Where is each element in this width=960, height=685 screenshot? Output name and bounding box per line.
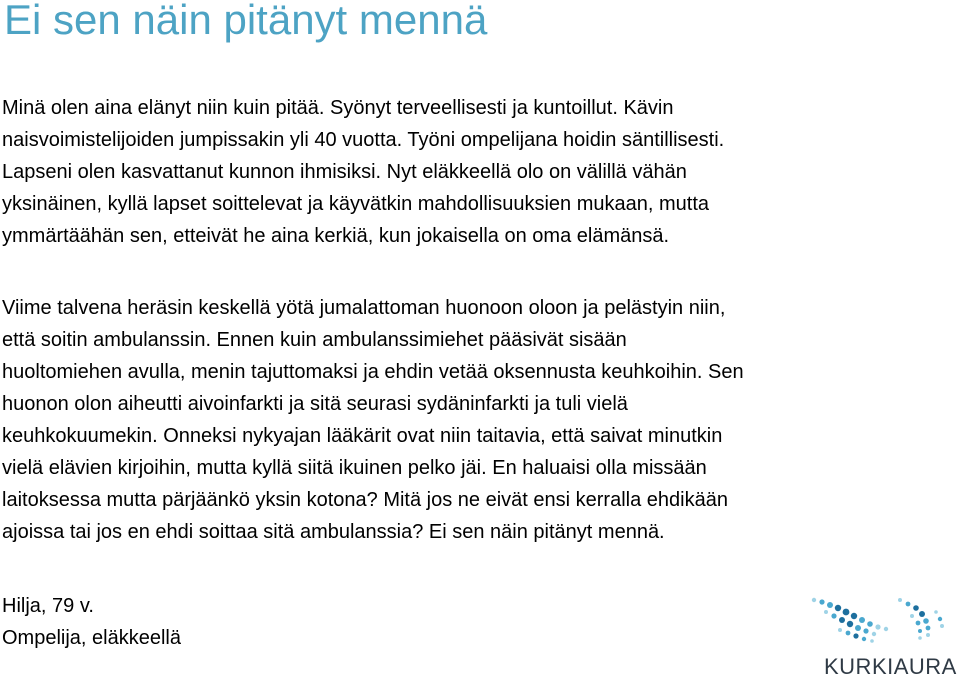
paragraph-line: Lapseni olen kasvattanut kunnon ihmisiksi. Nyt eläkkeellä olo on välillä vähän [2, 161, 687, 183]
logo-dot [853, 633, 858, 638]
logo-dot [910, 614, 914, 618]
logo-dot [827, 602, 833, 608]
paragraph-line: yksinäinen, kyllä lapset soittelevat ja käyvätkin mahdollisuuksien mukaan, mutta [2, 193, 710, 215]
logo-wordmark [824, 655, 957, 679]
paragraph-line: vielä elävien kirjoihin, mutta kyllä siitä ikuinen pelko jäi. En haluaisi olla missään [2, 457, 707, 479]
paragraph-line: naisvoimistelijoiden jumpissakin yli 40 vuotta. Työni ompelijana hoidin säntillisesti. [2, 129, 725, 151]
logo-dot [938, 617, 942, 621]
logo-text: KURKIAURA [824, 654, 957, 679]
logo-dot [855, 625, 861, 631]
paragraph-line: huoltomiehen avulla, menin tajuttomaksi ja ehdin vetää oksennusta keuhkoihin. Sen [2, 361, 744, 383]
logo-dot [870, 639, 874, 643]
logo-dot [906, 602, 911, 607]
logo-dot [824, 610, 828, 614]
paragraph-line: Viime talvena heräsin keskellä yötä jumalattoman huonoon oloon ja pelästyin niin, [2, 297, 726, 319]
signature-block [2, 590, 181, 654]
paragraph-line: ymmärtäähän sen, etteivät he aina kerkiä, kun jokaisella on oma elämänsä. [2, 225, 670, 247]
signature-name: Hilja, 79 v. [2, 595, 94, 617]
logo-dot [898, 598, 902, 602]
logo-dot [934, 610, 938, 614]
logo-dot [919, 611, 925, 617]
paragraph-line: ajoissa tai jos en ehdi soittaa sitä ambulanssia? Ei sen näin pitänyt mennä. [2, 521, 665, 543]
paragraph-line: keuhkokuumekin. Onneksi nykyajan lääkärit ovat niin taitavia, että saivat minutkin [2, 425, 723, 447]
paragraph-line: Minä olen aina elänyt niin kuin pitää. Syönyt terveellisesti ja kuntoillut. Kävin [2, 97, 674, 119]
logo-dot [843, 609, 850, 616]
logo-dot [838, 628, 842, 632]
logo-dot [916, 621, 921, 626]
story-paragraph-2 [2, 292, 744, 548]
logo-dot [940, 624, 944, 628]
logo-dot [913, 605, 919, 611]
logo-dot [863, 628, 868, 633]
page-title: Ei sen näin pitänyt mennä [4, 0, 488, 43]
logo-dot [875, 624, 880, 629]
logo-dot [926, 626, 931, 631]
logo-dot [859, 617, 865, 623]
story-paragraph-1 [2, 92, 724, 252]
logo-dot [923, 618, 929, 624]
logo-dot [831, 613, 836, 618]
logo-dot [872, 632, 876, 636]
logo-dot [835, 605, 841, 611]
logo-dot [862, 637, 866, 641]
signature-role: Ompelija, eläkkeellä [2, 627, 181, 649]
logo-dot [918, 629, 922, 633]
paragraph-line: laitoksessa mutta pärjäänkö yksin kotona? Mitä jos ne eivät ensi kerralla ehdikään [2, 489, 728, 511]
logo-dot [918, 636, 922, 640]
paragraph-line: huonon olon aiheutti aivoinfarkti ja sitä seurasi sydäninfarkti ja tuli vielä [2, 393, 628, 415]
logo-dot [884, 627, 888, 631]
logo-dot [867, 621, 873, 627]
kurkiaura-logo [800, 592, 958, 682]
logo-dot [812, 598, 816, 602]
logo-dot [847, 621, 853, 627]
logo-dot [819, 599, 824, 604]
logo-dot [851, 613, 857, 619]
paragraph-line: että soitin ambulanssin. Ennen kuin ambulanssimiehet pääsivät sisään [2, 329, 627, 351]
crane-flock-dots-icon [800, 592, 958, 652]
logo-dot [839, 617, 845, 623]
logo-dot [846, 631, 851, 636]
logo-dot [926, 633, 930, 637]
